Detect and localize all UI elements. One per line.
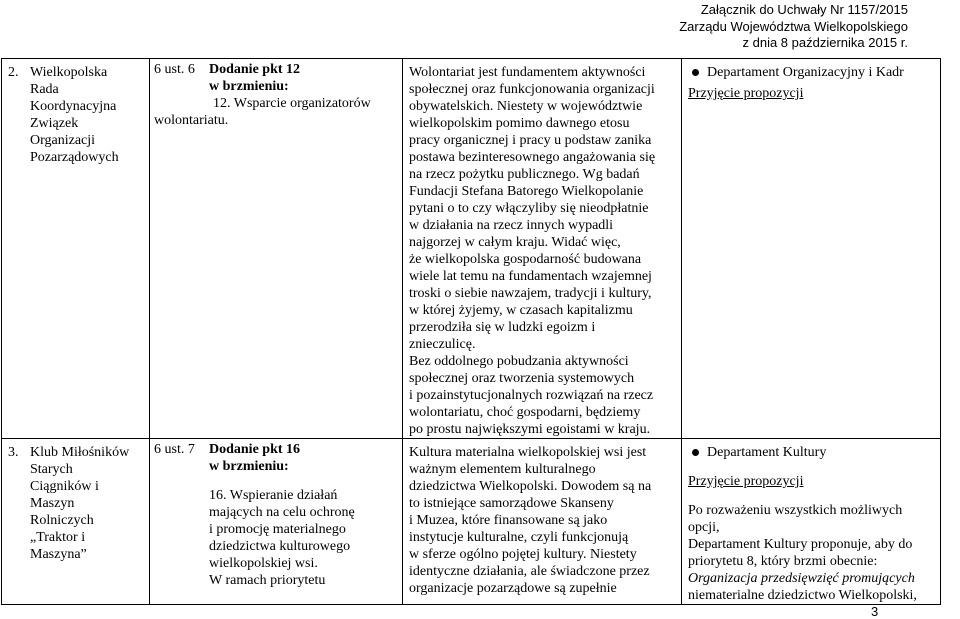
justification-line: dziedzictwa Wielkopolski. Dowodem są na — [409, 479, 652, 494]
name-line: „Traktor i — [30, 530, 86, 545]
content-line: dziedzictwa kulturowego — [209, 539, 351, 554]
amendment-subheading: w brzmieniu: — [209, 79, 289, 94]
name-line: Pozarządowych — [30, 150, 119, 165]
justification-cell — [403, 439, 682, 605]
amendment-text — [209, 441, 385, 589]
decision-detail — [688, 502, 936, 604]
department-item — [688, 444, 936, 461]
table-row — [2, 439, 941, 605]
decision-label: Przyjęcie propozycji — [688, 86, 804, 101]
amendment-subheading: w brzmieniu: — [209, 459, 289, 474]
name-line: Wielkopolska — [30, 65, 108, 80]
row-number: 2. — [8, 65, 19, 80]
name-line: Starych — [30, 462, 73, 477]
content-line: wielkopolskiej wsi. — [209, 556, 318, 571]
detail-line: Po rozważeniu wszystkich możliwych opcji, — [688, 503, 903, 535]
bullet-icon — [692, 69, 699, 76]
justification-line: Kultura materialna wielkopolskiej wsi jest — [409, 445, 647, 460]
organization-cell — [2, 439, 150, 605]
name-line: Maszyna” — [30, 547, 87, 562]
name-line: Organizacji — [30, 133, 96, 148]
justification-line: w której żyjemy, w czasach kapitalizmu — [409, 303, 633, 318]
organization-cell — [2, 59, 150, 439]
detail-line: priorytetu 8, który brzmi obecnie: — [688, 554, 878, 569]
department-item — [688, 64, 936, 81]
justification-line: wielkopolskim pomimo dawnego etosu — [409, 116, 630, 131]
content-line: W ramach priorytetu — [209, 573, 326, 588]
name-line: Ciągników i — [30, 479, 99, 494]
department-name: Departament Organizacyjny i Kadr — [707, 65, 904, 80]
justification-line: instytucje kulturalne, czyli funkcjonują — [409, 530, 629, 545]
detail-line: Departament Kultury proponuje, aby do — [688, 537, 913, 552]
justification-line: to istniejące samorządowe Skanseny — [409, 496, 614, 511]
justification-line: pracy organicznej i pracy u podstaw zanika — [409, 133, 652, 148]
proposals-table — [1, 58, 941, 605]
justification-line: przerodziła się w ludzki egoizm i — [409, 320, 596, 335]
paragraph-reference: 6 ust. 7 — [154, 442, 195, 457]
content-line: 16. Wspieranie działań — [209, 488, 338, 503]
name-line: Rolniczych — [30, 513, 94, 528]
amendment-cell — [150, 439, 403, 605]
justification-line: znieczulicę. — [409, 337, 476, 352]
amendment-heading: Dodanie pkt 16 — [209, 442, 301, 457]
justification-line: troski o siebie nawzajem, tradycji i kultury, — [409, 286, 652, 301]
name-line: Klub Miłośników — [30, 445, 130, 460]
decision-label: Przyjęcie propozycji — [688, 474, 804, 489]
name-line: Rada — [30, 82, 59, 97]
justification-line: Fundacji Stefana Batorego Wielkopolanie — [409, 184, 644, 199]
decision-cell — [682, 439, 941, 605]
header-line-2: Zarządu Województwa Wielkopolskiego — [679, 18, 908, 34]
detail-line: niematerialne dziedzictwo Wielkopolski, — [688, 588, 917, 603]
amendment-heading: Dodanie pkt 12 — [209, 62, 301, 77]
row-number: 3. — [8, 445, 19, 460]
content-line: i promocję materialnego — [209, 522, 346, 537]
paragraph-reference: 6 ust. 6 — [154, 62, 195, 77]
name-line: Maszyn — [30, 496, 75, 511]
justification-line: najgorzej w całym kraju. Widać więc, — [409, 235, 621, 250]
table-row — [2, 59, 941, 439]
justification-line: pytani o to czy włączyliby się nieodpłatnie — [409, 201, 649, 216]
justification-line: wiele lat temu na fundamentach wzajemnej — [409, 269, 652, 284]
justification-line: że wielkopolska gospodarność budowana — [409, 252, 642, 267]
justification-line: identyczne działania, ale świadczone przez — [409, 564, 650, 579]
justification-line: i Muzea, które finansowane są jako — [409, 513, 608, 528]
justification-line: organizacje pozarządowe są zupełnie — [409, 581, 617, 596]
content-line: wolontariatu. — [154, 113, 229, 128]
name-line: Koordynacyjna — [30, 99, 117, 114]
page-number: 3 — [871, 604, 879, 619]
justification-line: w działania na rzecz innych wypadli — [409, 218, 614, 233]
decision-cell — [682, 59, 941, 439]
justification-line: postawa bezinteresownego angażowania się — [409, 150, 656, 165]
justification-cell — [403, 59, 682, 439]
justification-line: Wolontariat jest fundamentem aktywności — [409, 65, 646, 80]
justification-line: ważnym elementem kulturalnego — [409, 462, 596, 477]
justification-line: na rzecz pożytku publicznego. Wg badań — [409, 167, 640, 182]
justification-line: wolontariatu, choć gospodarni, będziemy — [409, 405, 641, 420]
justification-line: społecznej oraz tworzenia systemowych — [409, 371, 635, 386]
attachment-header — [679, 2, 908, 52]
justification-line: społecznej oraz funkcjonowania organizacji — [409, 82, 655, 97]
justification-line: w sferze ogólno pojętej kultury. Niestety — [409, 547, 637, 562]
organization-name — [30, 444, 134, 563]
amendment-content — [154, 95, 399, 112]
header-line-1: Załącznik do Uchwały Nr 1157/2015 — [700, 2, 908, 17]
department-name: Departament Kultury — [707, 445, 827, 460]
organization-name — [30, 64, 134, 166]
name-line: Związek — [30, 116, 79, 131]
header-line-3: z dnia 8 października 2015 r. — [742, 35, 908, 50]
justification-line: Bez oddolnego pobudzania aktywności — [409, 354, 629, 369]
justification-line: obywatelskich. Niestety w województwie — [409, 99, 643, 114]
content-line: 12. Wsparcie organizatorów — [213, 96, 371, 111]
justification-line: i pozainstytucjonalnych rozwiązań na rzecz — [409, 388, 654, 403]
justification-line: po prostu największymi egoistami w kraju. — [409, 422, 651, 437]
content-line: mających na celu ochronę — [209, 505, 355, 520]
amendment-cell — [150, 59, 403, 439]
detail-line: Organizacja przedsięwzięć promujących — [688, 571, 915, 586]
bullet-icon — [692, 449, 699, 456]
